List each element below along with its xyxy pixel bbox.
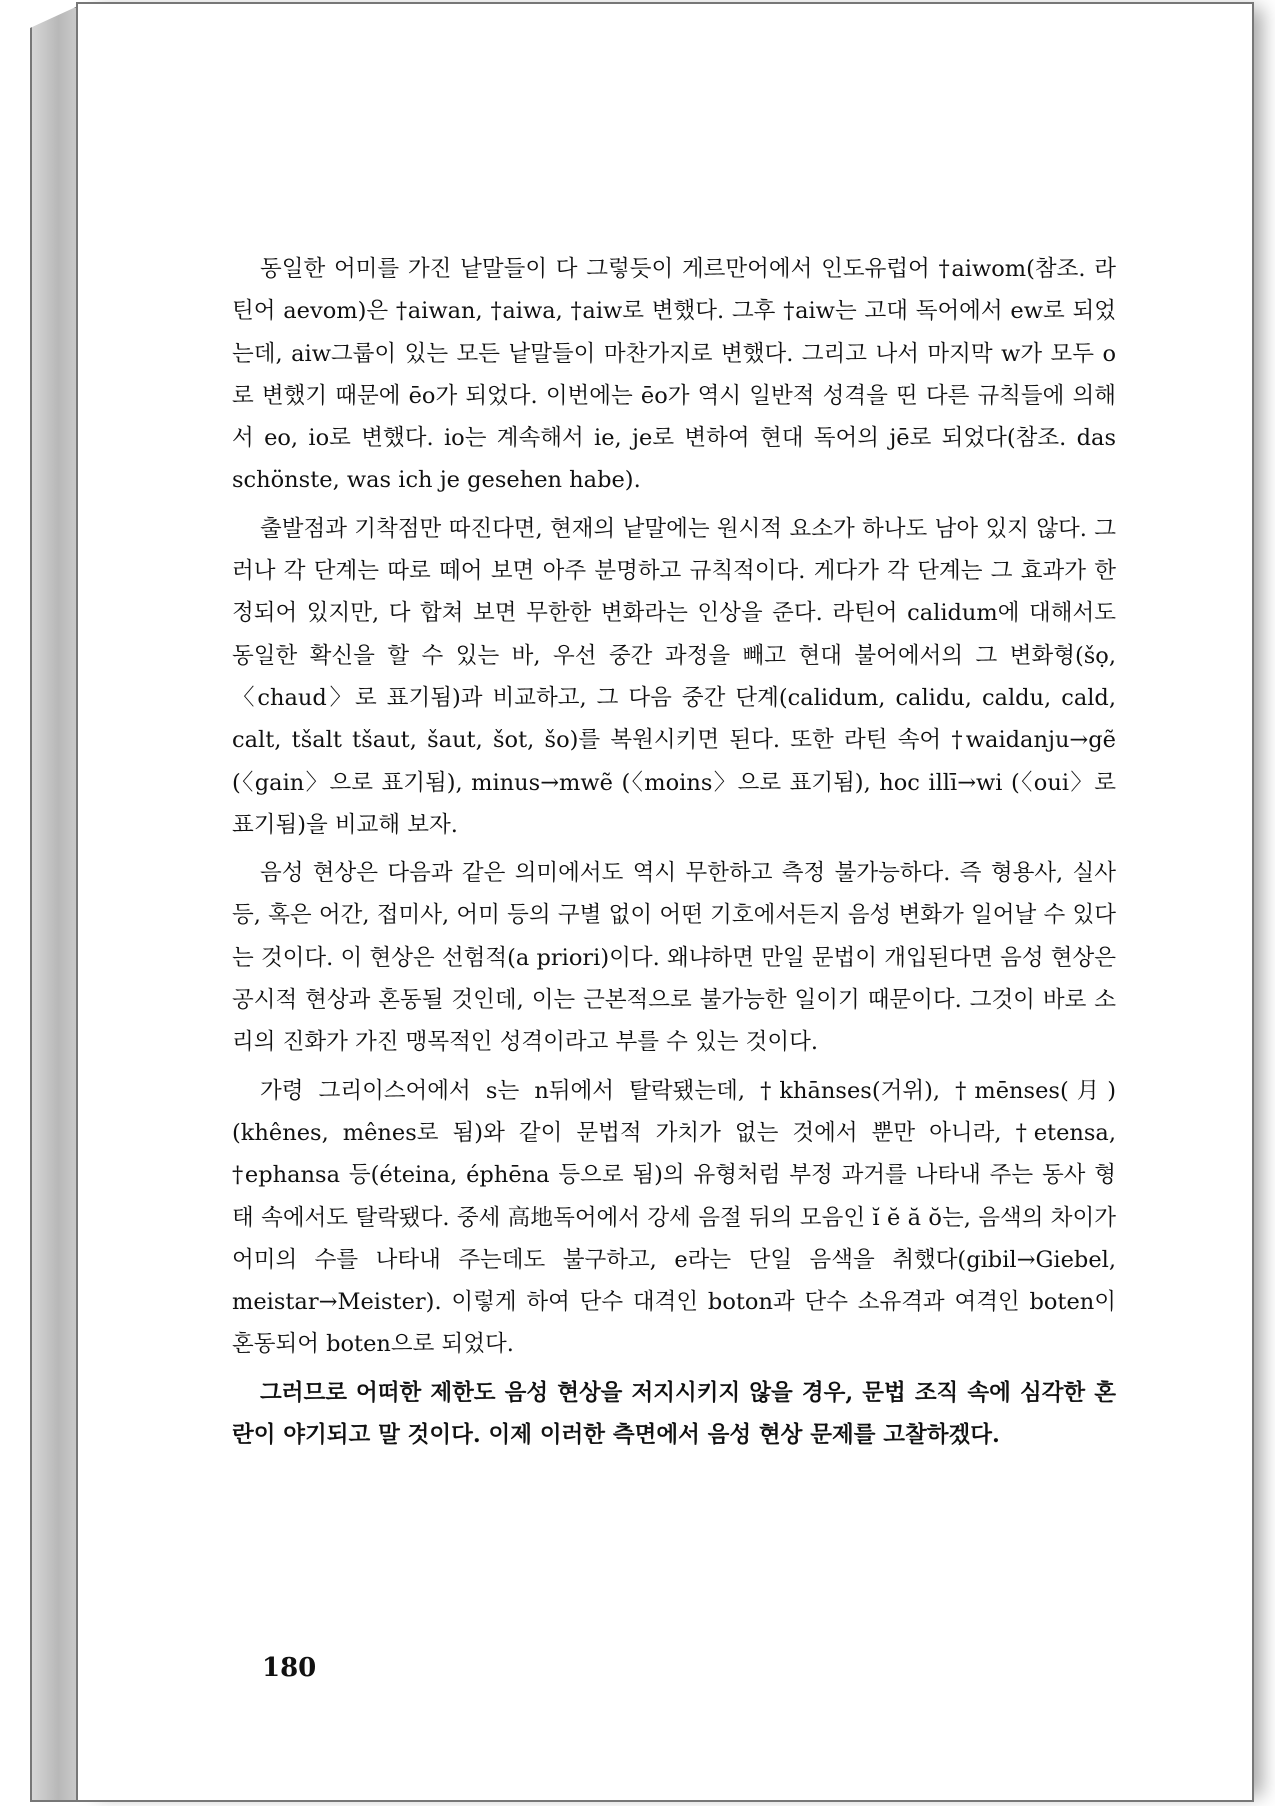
page-number: 180 xyxy=(262,1653,317,1683)
paragraph-3: 음성 현상은 다음과 같은 의미에서도 역시 무한하고 측정 불가능하다. 즉 형용사, 실사 등, 혹은 어간, 접미사, 어미 등의 구별 없이 어떤 기호에서든지 음성 변화가 일어날 수 있다는 것이다. 이 현상은 선험적(a priori)이다. 왜냐하면 만일 문법이 개입된다면 음성 현상은 공시적 현상과 혼동될 것인데, 이는 근본적으로 불가능한 일이기 때문이다. 그것이 바로 소리의 진화가 가진 맹목적인 성격이라고 부를 수 있는 것이다. xyxy=(232,860,1116,1056)
paragraph-1: 동일한 어미를 가진 낱말들이 다 그렇듯이 게르만어에서 인도유럽어 †aiwom(참조. 라틴어 aevom)은 †aiwan, †aiwa, †aiw로 변했다. 그후 †aiw는 고대 독어에서 ew로 되었는데, aiw그룹이 있는 모든 낱말들이 마찬가지로 변했다. 그리고 나서 마지막 w가 모두 o로 변했기 때문에 ēo가 되었다. 이번에는 ēo가 역시 일반적 성격을 띤 다른 규칙들에 의해서 eo, io로 변했다. io는 계속해서 ie, je로 변하여 현대 독어의 jē로 되었다(참조. das schönste, was ich je gesehen habe). xyxy=(232,256,1116,494)
page-stack-edge xyxy=(30,6,78,1802)
paragraph-2: 출발점과 기착점만 따진다면, 현재의 낱말에는 원시적 요소가 하나도 남아 있지 않다. 그러나 각 단계는 따로 떼어 보면 아주 분명하고 규칙적이다. 게다가 각 단계는 그 효과가 한정되어 있지만, 다 합쳐 보면 무한한 변화라는 인상을 준다. 라틴어 calidum에 대해서도 동일한 확신을 할 수 있는 바, 우선 중간 과정을 빼고 현대 불어에서의 그 변화형(šọ, 〈chaud〉로 표기됨)과 비교하고, 그 다음 중간 단계(calidum, calidu, caldu, cald, calt, tšalt tšaut, šaut, šot, šo)를 복원시키면 된다. 또한 라틴 속어 †waidanju→gẽ (〈gain〉으로 표기됨), minus→mwẽ (〈moins〉으로 표기됨), hoc illī→wi (〈oui〉로 표기됨)을 비교해 보자. xyxy=(232,515,1116,838)
paragraph-5: 그러므로 어떠한 제한도 음성 현상을 저지시키지 않을 경우, 문법 조직 속에 심각한 혼란이 야기되고 말 것이다. 이제 이러한 측면에서 음성 현상 문제를 고찰하겠다. xyxy=(232,1379,1116,1449)
paragraph-4: 가령 그리이스어에서 s는 n뒤에서 탈락됐는데, †khānses(거위), †mēnses(月)(khênes, mênes로 됨)와 같이 문법적 가치가 없는 것에서 뿐만 아니라, †etensa, †ephansa 등(éteina, éphēna 등으로 됨)의 유형처럼 부정 과거를 나타내 주는 동사 형태 속에서도 탈락됐다. 중세 高地독어에서 강세 음절 뒤의 모음인 ĭ ĕ ă ŏ는, 음색의 차이가 어미의 수를 나타내 주는데도 불구하고, e라는 단일 음색을 취했다(gibil→Giebel, meistar→Meister). 이렇게 하여 단수 대격인 boton과 단수 소유격과 여격인 boten이 혼동되어 boten으로 되었다. xyxy=(232,1077,1116,1358)
page-body xyxy=(232,248,1116,1462)
